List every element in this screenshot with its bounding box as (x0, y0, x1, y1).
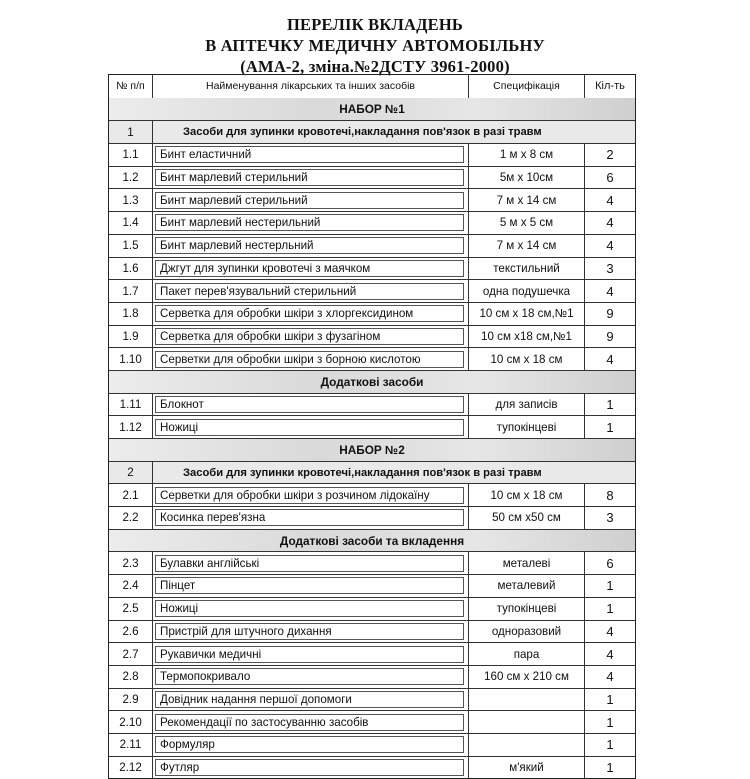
table-row (109, 234, 635, 257)
item-spec: металевий (469, 575, 585, 597)
item-name-cell (153, 280, 469, 302)
item-quantity: 4 (606, 238, 614, 254)
item-name: Косинка перев'язна (155, 509, 464, 526)
item-name-cell (153, 552, 469, 574)
table-row (109, 665, 635, 688)
section-title: Засоби для зупинки кровотечі,накладання пов'язок в разі травм (183, 466, 542, 479)
item-spec (469, 689, 585, 711)
header-num: № п/п (109, 75, 153, 98)
item-quantity: 1 (606, 419, 614, 435)
header-qty: Кіл-ть (595, 80, 625, 93)
item-spec: одноразовий (469, 621, 585, 643)
item-name-cell (153, 189, 469, 211)
table-row (109, 756, 635, 779)
set-2-extra-header-label: Додаткові засоби та вкладення (279, 533, 465, 548)
set-1-header (109, 98, 635, 121)
item-number: 2.5 (109, 598, 153, 620)
item-number: 2.4 (109, 575, 153, 597)
table-row (109, 551, 635, 574)
item-spec: 7 м х 14 см (469, 235, 585, 257)
table-row (109, 257, 635, 280)
item-name-cell (153, 711, 469, 733)
item-name-cell (153, 598, 469, 620)
item-quantity: 8 (606, 487, 614, 503)
item-spec (469, 734, 585, 756)
item-name-cell (153, 734, 469, 756)
item-number: 1.1 (109, 144, 153, 166)
item-quantity: 1 (606, 737, 614, 753)
item-number: 2.12 (109, 757, 153, 779)
item-quantity: 4 (606, 283, 614, 299)
item-number: 1.2 (109, 167, 153, 189)
item-spec: текстильний (469, 258, 585, 280)
item-name-cell (153, 689, 469, 711)
item-number: 1.10 (109, 348, 153, 370)
item-number: 1.5 (109, 235, 153, 257)
section-number: 2 (109, 462, 153, 484)
item-name: Бинт еластичний (155, 146, 464, 163)
item-name: Джгут для зупинки кровотечі з маячком (155, 260, 464, 277)
item-name: Булавки англійські (155, 555, 464, 572)
item-number: 2.7 (109, 643, 153, 665)
item-name: Серветка для обробки шкіри з хлоргексидином (155, 305, 464, 322)
item-quantity: 4 (606, 646, 614, 662)
table-row (109, 688, 635, 711)
item-spec: тупокінцеві (469, 416, 585, 438)
item-name: Пакет перев'язувальний стерильний (155, 283, 464, 300)
item-spec: 10 см х 18 см (469, 348, 585, 370)
item-spec: 10 см х 18 см (469, 484, 585, 506)
header-name: Найменування лікарських та інших засобів (153, 75, 469, 98)
table-row (109, 211, 635, 234)
item-spec: 160 см х 210 см (469, 666, 585, 688)
item-quantity: 2 (606, 147, 614, 163)
item-name: Серветка для обробки шкіри з фузагіном (155, 328, 464, 345)
item-spec: для записів (469, 394, 585, 416)
item-number: 1.12 (109, 416, 153, 438)
set-2-section (109, 461, 635, 484)
item-name-cell (153, 212, 469, 234)
item-number: 2.1 (109, 484, 153, 506)
item-quantity: 1 (606, 714, 614, 730)
header-spec: Специфікація (469, 75, 585, 98)
item-name-cell (153, 394, 469, 416)
title-line-1: ПЕРЕЛІК ВКЛАДЕНЬ (287, 15, 463, 34)
item-name-cell (153, 575, 469, 597)
item-name: Ножиці (155, 419, 464, 436)
item-name: Довідник надання першої допомоги (155, 691, 464, 708)
item-spec: пара (469, 643, 585, 665)
item-name: Серветки для обробки шкіри з борною кислотою (155, 351, 464, 368)
title-line-3: (АМА-2, зміна.№2ДСТУ 3961-2000) (240, 57, 510, 76)
item-number: 2.11 (109, 734, 153, 756)
table-row (109, 143, 635, 166)
item-number: 1.6 (109, 258, 153, 280)
item-name-cell (153, 326, 469, 348)
item-name-cell (153, 258, 469, 280)
item-name: Формуляр (155, 736, 464, 753)
set-1-header-label: НАБОР №1 (339, 102, 405, 117)
table-row (109, 302, 635, 325)
set-2-header-label: НАБОР №2 (339, 442, 405, 457)
item-number: 2.10 (109, 711, 153, 733)
item-name: Ножиці (155, 600, 464, 617)
item-name-cell (153, 643, 469, 665)
item-spec: одна подушечка (469, 280, 585, 302)
item-name-cell (153, 303, 469, 325)
item-name: Бинт марлевий стерильний (155, 169, 464, 186)
item-number: 1.7 (109, 280, 153, 302)
item-name-cell (153, 167, 469, 189)
contents-table (108, 74, 636, 779)
item-name-cell (153, 484, 469, 506)
table-row (109, 393, 635, 416)
item-spec: 1 м х 8 см (469, 144, 585, 166)
set-1-section (109, 120, 635, 143)
item-spec: металеві (469, 552, 585, 574)
item-name: Бинт марлевий нестерльний (155, 237, 464, 254)
section-title: Засоби для зупинки кровотечі,накладання пов'язок в разі травм (183, 126, 542, 139)
item-number: 1.3 (109, 189, 153, 211)
table-row (109, 188, 635, 211)
item-number: 1.8 (109, 303, 153, 325)
item-quantity: 1 (606, 601, 614, 617)
set-2-extra-header (109, 529, 635, 552)
table-row (109, 166, 635, 189)
item-name: Пристрій для штучного дихання (155, 623, 464, 640)
item-quantity: 1 (606, 578, 614, 594)
item-number: 2.3 (109, 552, 153, 574)
item-quantity: 3 (606, 260, 614, 276)
item-name: Блокнот (155, 396, 464, 413)
item-name: Серветки для обробки шкіри з розчином лідокаїну (155, 487, 464, 504)
item-quantity: 9 (606, 328, 614, 344)
item-name: Термопокривало (155, 668, 464, 685)
title-line-2: В АПТЕЧКУ МЕДИЧНУ АВТОМОБІЛЬНУ (205, 36, 545, 55)
item-quantity: 4 (606, 192, 614, 208)
item-quantity: 3 (606, 510, 614, 526)
table-row (109, 347, 635, 370)
item-spec (469, 711, 585, 733)
item-number: 2.2 (109, 507, 153, 529)
item-number: 1.9 (109, 326, 153, 348)
table-row (109, 710, 635, 733)
item-name-cell (153, 757, 469, 779)
table-row (109, 483, 635, 506)
table-row (109, 733, 635, 756)
item-quantity: 4 (606, 623, 614, 639)
item-quantity: 1 (606, 396, 614, 412)
item-spec: 50 см х50 см (469, 507, 585, 529)
item-spec: 10 см х18 см,№1 (469, 326, 585, 348)
table-row (109, 415, 635, 438)
set-2-header (109, 438, 635, 461)
item-spec: 10 см х 18 см,№1 (469, 303, 585, 325)
set-1-extra-header (109, 370, 635, 393)
item-quantity: 9 (606, 306, 614, 322)
item-quantity: 1 (606, 691, 614, 707)
item-name-cell (153, 144, 469, 166)
table-row (109, 325, 635, 348)
item-name-cell (153, 666, 469, 688)
item-name-cell (153, 348, 469, 370)
item-quantity: 6 (606, 555, 614, 571)
item-name: Бинт марлевий стерильний (155, 192, 464, 209)
table-row (109, 642, 635, 665)
item-spec: тупокінцеві (469, 598, 585, 620)
table-row (109, 506, 635, 529)
item-number: 2.9 (109, 689, 153, 711)
table-header (109, 75, 635, 98)
item-name: Футляр (155, 759, 464, 776)
section-number: 1 (109, 121, 153, 143)
item-quantity: 6 (606, 170, 614, 186)
item-quantity: 4 (606, 669, 614, 685)
item-name-cell (153, 507, 469, 529)
item-name-cell (153, 621, 469, 643)
item-number: 2.6 (109, 621, 153, 643)
item-spec: 5м х 10см (469, 167, 585, 189)
item-quantity: 4 (606, 351, 614, 367)
item-name: Рукавички медичні (155, 646, 464, 663)
item-name: Рекомендації по застосуванню засобів (155, 714, 464, 731)
item-spec: 7 м х 14 см (469, 189, 585, 211)
table-row (109, 597, 635, 620)
item-name-cell (153, 235, 469, 257)
item-name: Бинт марлевий нестерильний (155, 214, 464, 231)
table-row (109, 279, 635, 302)
item-name: Пінцет (155, 577, 464, 594)
table-row (109, 620, 635, 643)
item-quantity: 4 (606, 215, 614, 231)
document-title (0, 14, 750, 77)
set-1-extra-header-label: Додаткові засоби (320, 374, 424, 389)
item-number: 1.4 (109, 212, 153, 234)
item-number: 1.11 (109, 394, 153, 416)
item-name-cell (153, 416, 469, 438)
item-spec: м'який (469, 757, 585, 779)
item-quantity: 1 (606, 759, 614, 775)
table-row (109, 574, 635, 597)
item-number: 2.8 (109, 666, 153, 688)
item-spec: 5 м х 5 см (469, 212, 585, 234)
